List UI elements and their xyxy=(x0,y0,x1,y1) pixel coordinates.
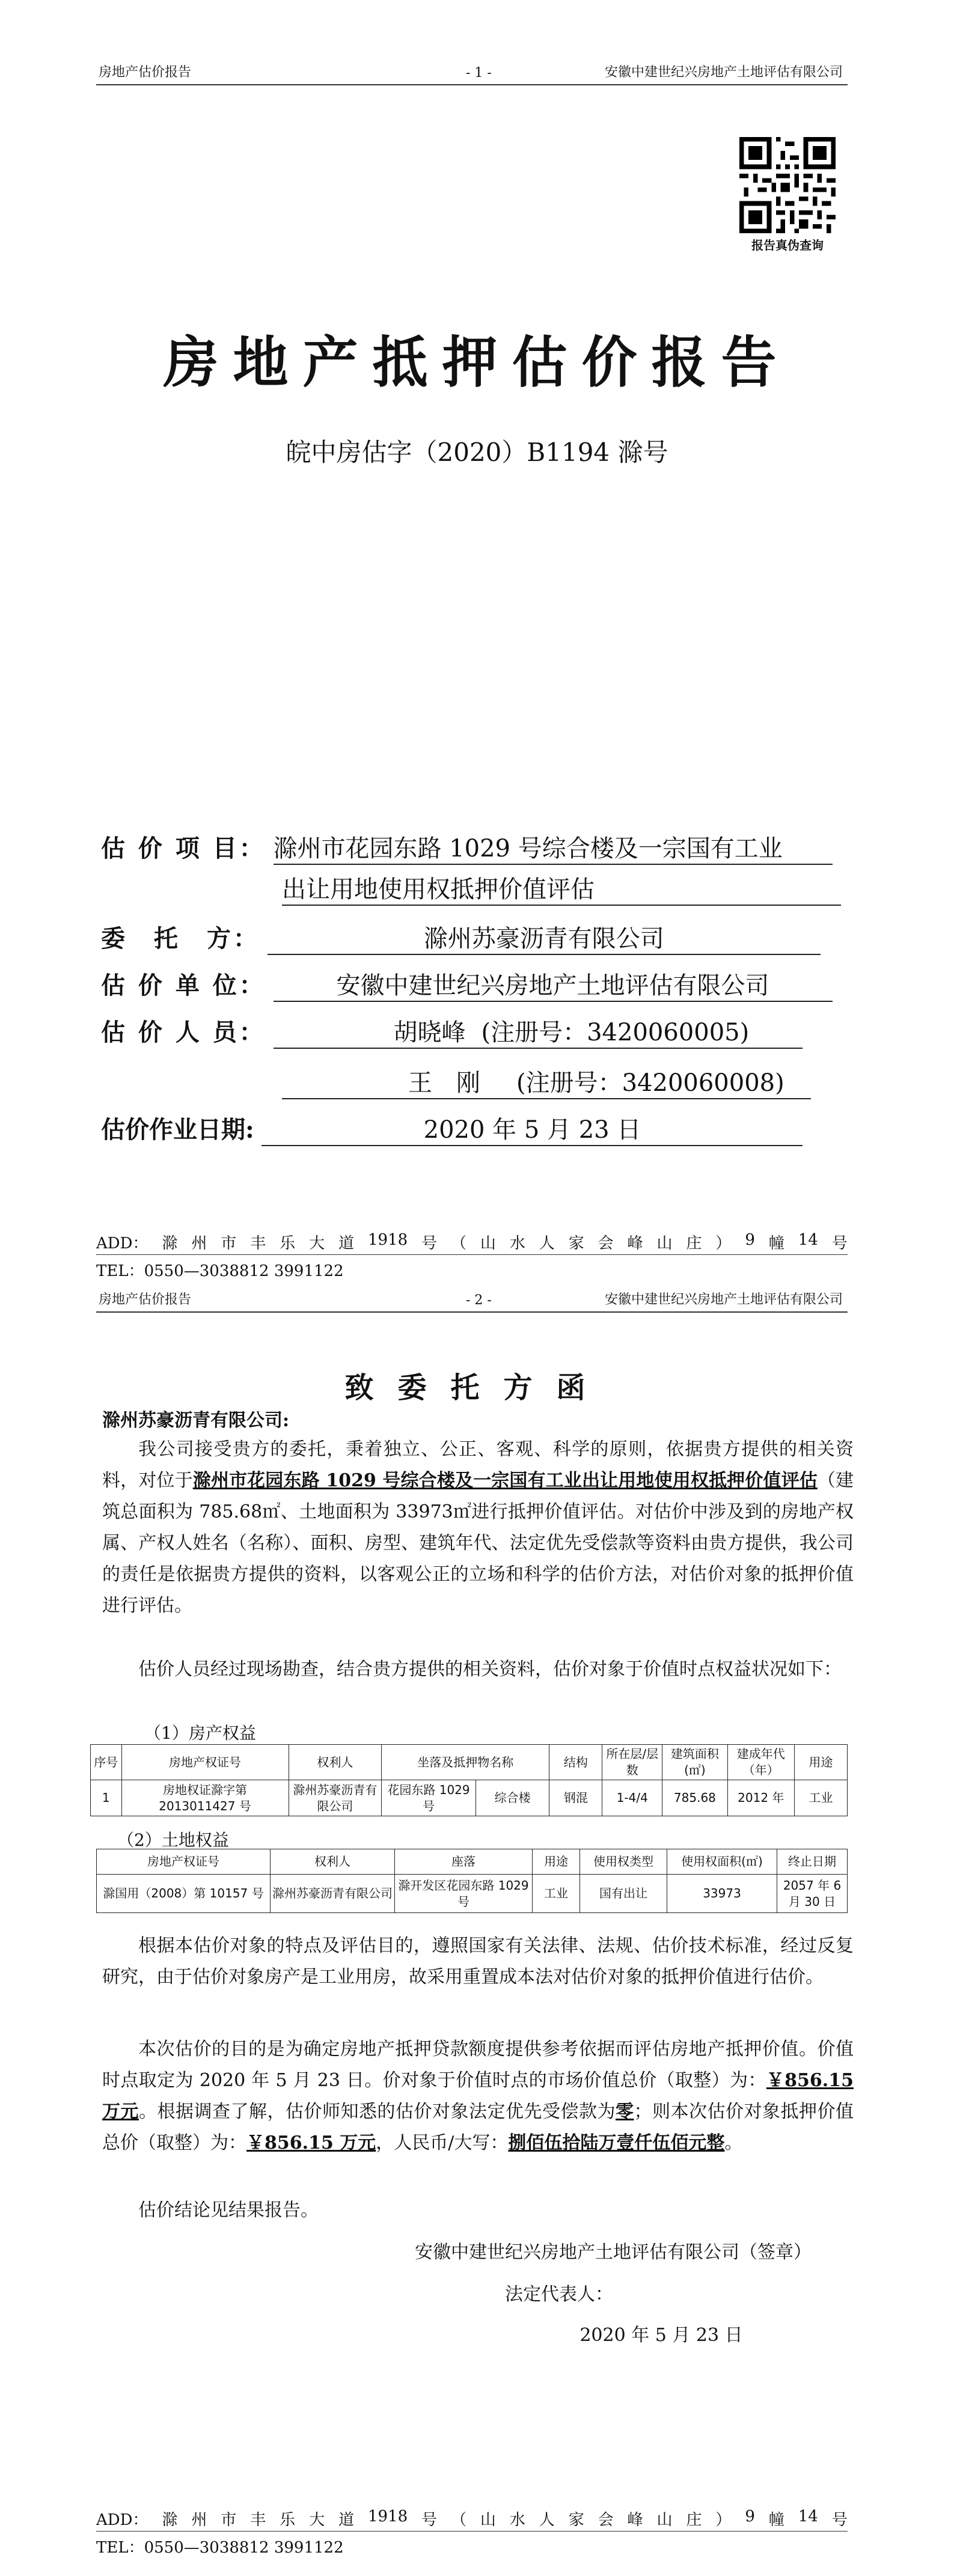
p4-text-a: 本次估价的目的是为确定房地产抵押贷款额度提供参考依据而评估房地产抵押价值。价值时点取定为 2020 年 5 月 23 日。价对象于价值时点的市场价值总价（取整）为： xyxy=(102,2039,854,2091)
footer-address-part: 山 xyxy=(656,1235,673,1253)
project-field xyxy=(101,829,833,865)
footer-address-part: 市 xyxy=(221,2511,237,2529)
unit-label: 估 价 单 位： xyxy=(101,971,266,1000)
signature-company: 安徽中建世纪兴房地产土地评估有限公司（签章） xyxy=(415,2242,812,2263)
cell-end-date: 2057 年 6 月 30 日 xyxy=(777,1875,848,1913)
col-owner: 权利人 xyxy=(289,1745,382,1780)
footer-address-part: 道 xyxy=(338,1235,355,1253)
footer-tel: TEL：0550—3038812 3991122 xyxy=(96,2539,344,2557)
col-area: 建筑面积(㎡) xyxy=(662,1745,728,1780)
mortgage-value: ￥856.15 万元 xyxy=(246,2132,376,2153)
footer-address-part: 峰 xyxy=(627,2511,643,2529)
footer-address-part: 9 xyxy=(745,2507,755,2526)
footer-address-part: 滁 xyxy=(162,2511,178,2529)
letter-paragraph-1 xyxy=(102,1434,854,1622)
footer-address-part: 道 xyxy=(338,2511,355,2529)
cell-structure: 钢混 xyxy=(549,1780,602,1816)
footer-address-part: 会 xyxy=(598,1235,614,1253)
p4-text-d: ，人民币/大写： xyxy=(376,2132,509,2153)
appraiser-label: 估 价 人 员： xyxy=(101,1018,266,1046)
signature-representative: 法定代表人： xyxy=(505,2284,613,2305)
footer-address-part: ） xyxy=(715,2511,732,2529)
cell-owner: 滁州苏豪沥青有限公司 xyxy=(289,1780,382,1816)
table-header-row xyxy=(97,1849,848,1875)
appraiser-field xyxy=(101,1013,803,1049)
cell-location: 花园东路 1029 号 xyxy=(382,1780,476,1816)
cell-area: 33973 xyxy=(667,1875,777,1913)
footer-address-part: 号 xyxy=(831,2511,848,2529)
col-usage: 用途 xyxy=(533,1849,580,1875)
col-area: 使用权面积(㎡) xyxy=(667,1849,777,1875)
footer-address-part: 山 xyxy=(480,2511,496,2529)
cell-usage: 工业 xyxy=(533,1875,580,1913)
cell-seq: 1 xyxy=(91,1780,122,1816)
qr-caption: 报告真伪查询 xyxy=(751,238,824,252)
cell-year: 2012 年 xyxy=(727,1780,794,1816)
footer-address-part: 山 xyxy=(656,2511,673,2529)
col-seq: 序号 xyxy=(91,1745,122,1780)
footer-address-part: 大 xyxy=(309,1235,325,1253)
header-left-text: 房地产估价报告 xyxy=(99,65,192,80)
footer-address-part: 庄 xyxy=(686,2511,702,2529)
letter-paragraph-5: 估价结论见结果报告。 xyxy=(138,2200,319,2221)
footer-address-part: 会 xyxy=(598,2511,614,2529)
footer-address-part: （ xyxy=(450,2511,466,2529)
cell-owner: 滁州苏豪沥青有限公司 xyxy=(271,1875,395,1913)
table-row xyxy=(97,1875,848,1913)
footer-address-part: 号 xyxy=(421,1235,438,1253)
date-value: 2020 年 5 月 23 日 xyxy=(261,1111,803,1146)
header-page-number: - 2 - xyxy=(466,1293,492,1308)
header-company: 安徽中建世纪兴房地产土地评估有限公司 xyxy=(604,1292,843,1307)
priority-payment: 零 xyxy=(616,2101,634,2122)
appraiser-2-name: 王 刚 xyxy=(408,1069,480,1097)
table-header-row xyxy=(91,1745,848,1780)
col-location: 座落 xyxy=(395,1849,533,1875)
header-left-text: 房地产估价报告 xyxy=(99,1292,192,1307)
project-label: 估 价 项 目： xyxy=(101,834,266,862)
footer-address-part: 州 xyxy=(191,2511,207,2529)
page-footer-2 xyxy=(96,2507,848,2557)
page-header-2 xyxy=(96,1287,848,1313)
cell-floor: 1-4/4 xyxy=(602,1780,662,1816)
footer-address xyxy=(96,2507,848,2532)
footer-address-part: ） xyxy=(715,1235,732,1253)
footer-address-part: 丰 xyxy=(250,2511,266,2529)
footer-address-part: 家 xyxy=(568,2511,584,2529)
footer-address-part: 大 xyxy=(309,2511,325,2529)
footer-address-part: 1918 xyxy=(367,2507,408,2526)
col-right-type: 使用权类型 xyxy=(580,1849,667,1875)
p1-text-a: 我公司接受贵方的委托，秉着独立、公正、客观、科学的原则，依据贵方提供的相关资料，对位于 xyxy=(102,1439,854,1491)
footer-address-part: 滁 xyxy=(162,1235,178,1253)
p1-text-b: （建筑总面积为 785.68㎡、土地面积为 33973㎡进行抵押价值评估。对估价中涉及到的房地产权属、产权人姓名（名称）、面积、房型、建筑年代、法定优先受偿款等资料由贵方提供，我公司的责任是依据贵方提供的资料，以客观公正的立场和科学的估价方法，对估价对象的抵押价值进行评估。 xyxy=(102,1470,854,1616)
footer-address-part: 家 xyxy=(568,1235,584,1253)
header-page-number: - 1 - xyxy=(466,66,492,81)
appraiser-2-reg: (注册号：3420060008) xyxy=(516,1069,784,1097)
appraiser-1 xyxy=(274,1013,803,1049)
cell-cert: 滁国用（2008）第 10157 号 xyxy=(97,1875,271,1913)
footer-address-part: （ xyxy=(450,1235,466,1253)
footer-address-part: 水 xyxy=(509,2511,525,2529)
col-owner: 权利人 xyxy=(271,1849,395,1875)
footer-address-part: 14 xyxy=(798,2507,818,2526)
col-floor: 所在层/层数 xyxy=(602,1745,662,1780)
footer-address-part: 州 xyxy=(191,1235,207,1253)
letter-salutation: 滁州苏豪沥青有限公司: xyxy=(102,1410,290,1431)
mortgage-value-uppercase: 捌佰伍拾陆万壹仟伍佰元整 xyxy=(508,2132,725,2153)
footer-address-part: 幢 xyxy=(768,2511,784,2529)
footer-address xyxy=(96,1231,848,1255)
footer-address-part: 乐 xyxy=(280,2511,296,2529)
p1-project-name: 滁州市花园东路 1029 号综合楼及一宗国有工业出让用地使用权抵押价值评估 xyxy=(192,1470,818,1491)
col-location: 坐落及抵押物名称 xyxy=(382,1745,549,1780)
col-structure: 结构 xyxy=(549,1745,602,1780)
report-title: 房地产抵押估价报告 xyxy=(163,330,791,395)
market-value: ￥856.15 万元 xyxy=(102,2070,854,2122)
cell-cert: 房地权证滁字第 2013011427 号 xyxy=(121,1780,289,1816)
cell-usage: 工业 xyxy=(794,1780,847,1816)
footer-address-part: 1918 xyxy=(367,1231,408,1249)
footer-tel: TEL：0550—3038812 3991122 xyxy=(96,1262,344,1280)
qr-code-icon[interactable] xyxy=(739,137,836,233)
project-value-line1: 滁州市花园东路 1029 号综合楼及一宗国有工业 xyxy=(274,829,833,865)
page-footer-1 xyxy=(96,1231,848,1281)
footer-address-part: 14 xyxy=(798,1231,818,1249)
page-header-1 xyxy=(96,60,848,85)
date-label: 估价作业日期: xyxy=(101,1116,254,1144)
appraiser-2 xyxy=(282,1064,811,1099)
header-company: 安徽中建世纪兴房地产土地评估有限公司 xyxy=(604,65,843,80)
document-number: 皖中房估字（2020）B1194 滁号 xyxy=(286,438,668,467)
client-value: 滁州苏豪沥青有限公司 xyxy=(268,920,821,955)
unit-field xyxy=(101,966,833,1002)
appraiser-1-reg: (注册号：3420060005) xyxy=(481,1019,750,1046)
date-field xyxy=(101,1111,803,1146)
footer-address-label: ADD： xyxy=(96,1235,148,1253)
col-year: 建成年代（年） xyxy=(727,1745,794,1780)
letter-paragraph-2: 估价人员经过现场勘查，结合贵方提供的相关资料，估价对象于价值时点权益状况如下： xyxy=(138,1659,842,1680)
footer-address-part: 乐 xyxy=(280,1235,296,1253)
project-value-line2: 出让用地使用权抵押价值评估 xyxy=(282,870,841,906)
cell-area: 785.68 xyxy=(662,1780,728,1816)
project-field-line2 xyxy=(282,870,841,906)
appraiser-field-2 xyxy=(282,1064,811,1099)
footer-address-part: 峰 xyxy=(627,1235,643,1253)
unit-value: 安徽中建世纪兴房地产土地评估有限公司 xyxy=(274,966,833,1002)
footer-address-part: 庄 xyxy=(686,1235,702,1253)
col-cert: 房地产权证号 xyxy=(97,1849,271,1875)
footer-address-part: 市 xyxy=(221,1235,237,1253)
table-row xyxy=(91,1780,848,1816)
footer-address-part: 号 xyxy=(421,2511,438,2529)
col-cert: 房地产权证号 xyxy=(121,1745,289,1780)
land-rights-table xyxy=(96,1849,848,1913)
signature-date: 2020 年 5 月 23 日 xyxy=(579,2325,743,2346)
footer-address-part: 人 xyxy=(539,2511,555,2529)
appraiser-1-name: 胡晓峰 xyxy=(393,1019,466,1046)
footer-address-part: 丰 xyxy=(250,1235,266,1253)
cell-location: 滁开发区花园东路 1029 号 xyxy=(395,1875,533,1913)
footer-address-part: 人 xyxy=(539,1235,555,1253)
footer-address-part: 幢 xyxy=(768,1235,784,1253)
house-rights-table xyxy=(90,1744,848,1816)
cell-object: 综合楼 xyxy=(475,1780,549,1816)
letter-paragraph-4 xyxy=(102,2034,854,2159)
p4-text-c: ；则本次估价对象抵押价值总价（取整）为： xyxy=(102,2101,854,2153)
client-field xyxy=(101,920,821,955)
footer-address-part: 号 xyxy=(831,1235,848,1253)
p4-text-e: 。 xyxy=(724,2132,743,2153)
col-usage: 用途 xyxy=(794,1745,847,1780)
house-rights-heading: （1）房产权益 xyxy=(144,1723,256,1743)
footer-address-part: 山 xyxy=(480,1235,496,1253)
footer-address-part: 9 xyxy=(745,1231,755,1249)
letter-title: 致委托方函 xyxy=(344,1371,610,1405)
cell-right-type: 国有出让 xyxy=(580,1875,667,1913)
client-label: 委 托 方： xyxy=(101,924,260,953)
footer-address-label: ADD： xyxy=(96,2511,148,2529)
col-end-date: 终止日期 xyxy=(777,1849,848,1875)
land-rights-heading: （2）土地权益 xyxy=(117,1830,229,1850)
letter-paragraph-3: 根据本估价对象的特点及评估目的，遵照国家有关法律、法规、估价技术标准，经过反复研究，由于估价对象房产是工业用房，故采用重置成本法对估价对象的抵押价值进行估价。 xyxy=(102,1935,854,1988)
p4-text-b: 。根据调查了解，估价师知悉的估价对象法定优先受偿款为 xyxy=(139,2101,616,2122)
footer-address-part: 水 xyxy=(509,1235,525,1253)
